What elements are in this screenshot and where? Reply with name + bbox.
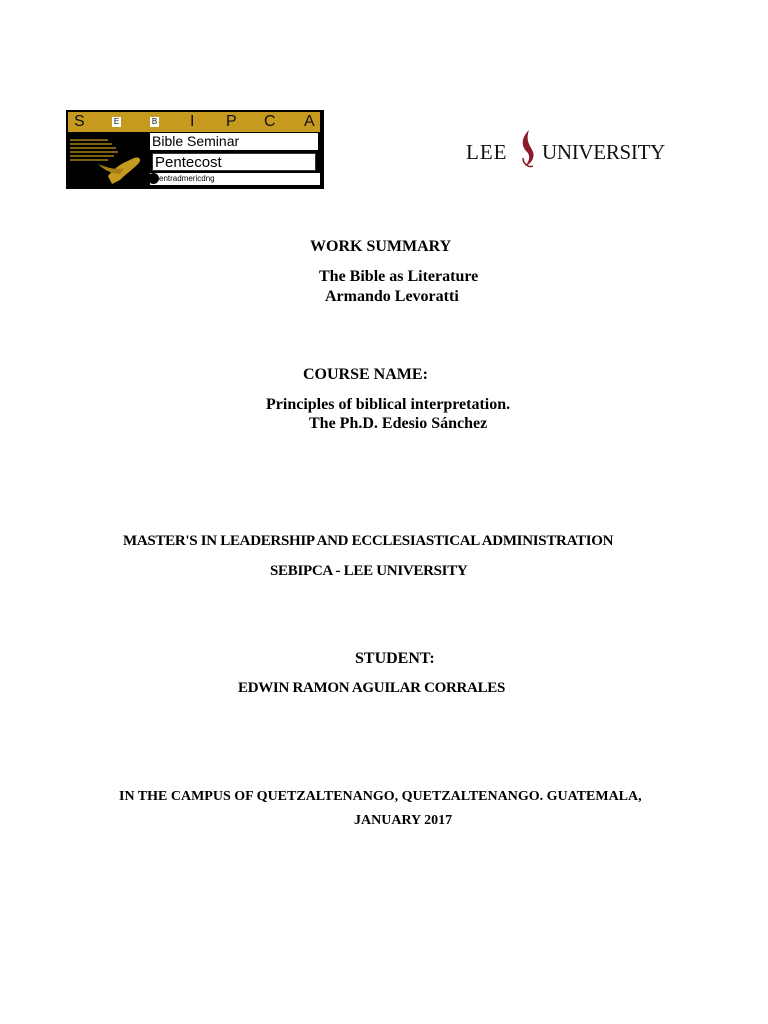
- sebipca-pentecost-label: Pentecost: [152, 153, 316, 171]
- lee-university-logo: [466, 128, 704, 174]
- sebipca-letter-b: B: [151, 117, 158, 126]
- course-name: Principles of biblical interpretation.: [266, 396, 511, 413]
- sebipca-letter-a: A: [304, 113, 315, 130]
- sebipca-letter-c: C: [264, 113, 276, 130]
- circle-icon: [148, 173, 159, 184]
- dove-icon: [68, 134, 148, 187]
- book-title: The Bible as Literature: [319, 268, 479, 285]
- program-name: MASTER'S IN LEADERSHIP AND ECCLESIASTICAL ADMINISTRATION: [123, 533, 614, 549]
- document-title: WORK SUMMARY: [310, 238, 452, 255]
- student-label: STUDENT:: [355, 650, 435, 667]
- sebipca-letter-i: I: [190, 113, 195, 130]
- university-logo-word: UNIVERSITY: [542, 140, 665, 164]
- sebipca-letter-p: P: [226, 113, 237, 130]
- sebipca-seminar-label: Bible Seminar: [150, 133, 318, 150]
- institution-name: SEBIPCA - LEE UNIVERSITY: [270, 563, 468, 579]
- sebipca-central-label: [150, 173, 320, 185]
- campus-location: IN THE CAMPUS OF QUETZALTENANGO, QUETZALTENANGO. GUATEMALA,: [119, 789, 642, 804]
- flame-icon: [517, 128, 539, 170]
- sebipca-letter-s: S: [74, 113, 85, 130]
- sebipca-letters: [68, 112, 320, 132]
- book-author: Armando Levoratti: [325, 288, 459, 305]
- lee-logo-word: LEE: [466, 140, 508, 164]
- document-date: JANUARY 2017: [354, 813, 453, 828]
- professor-name: The Ph.D. Edesio Sánchez: [309, 415, 488, 432]
- sebipca-central-text: entradmericdng: [159, 174, 215, 183]
- student-name: EDWIN RAMON AGUILAR CORRALES: [238, 680, 506, 696]
- sebipca-letter-e: E: [113, 117, 120, 126]
- sebipca-logo: [66, 110, 324, 189]
- course-label: COURSE NAME:: [303, 366, 428, 383]
